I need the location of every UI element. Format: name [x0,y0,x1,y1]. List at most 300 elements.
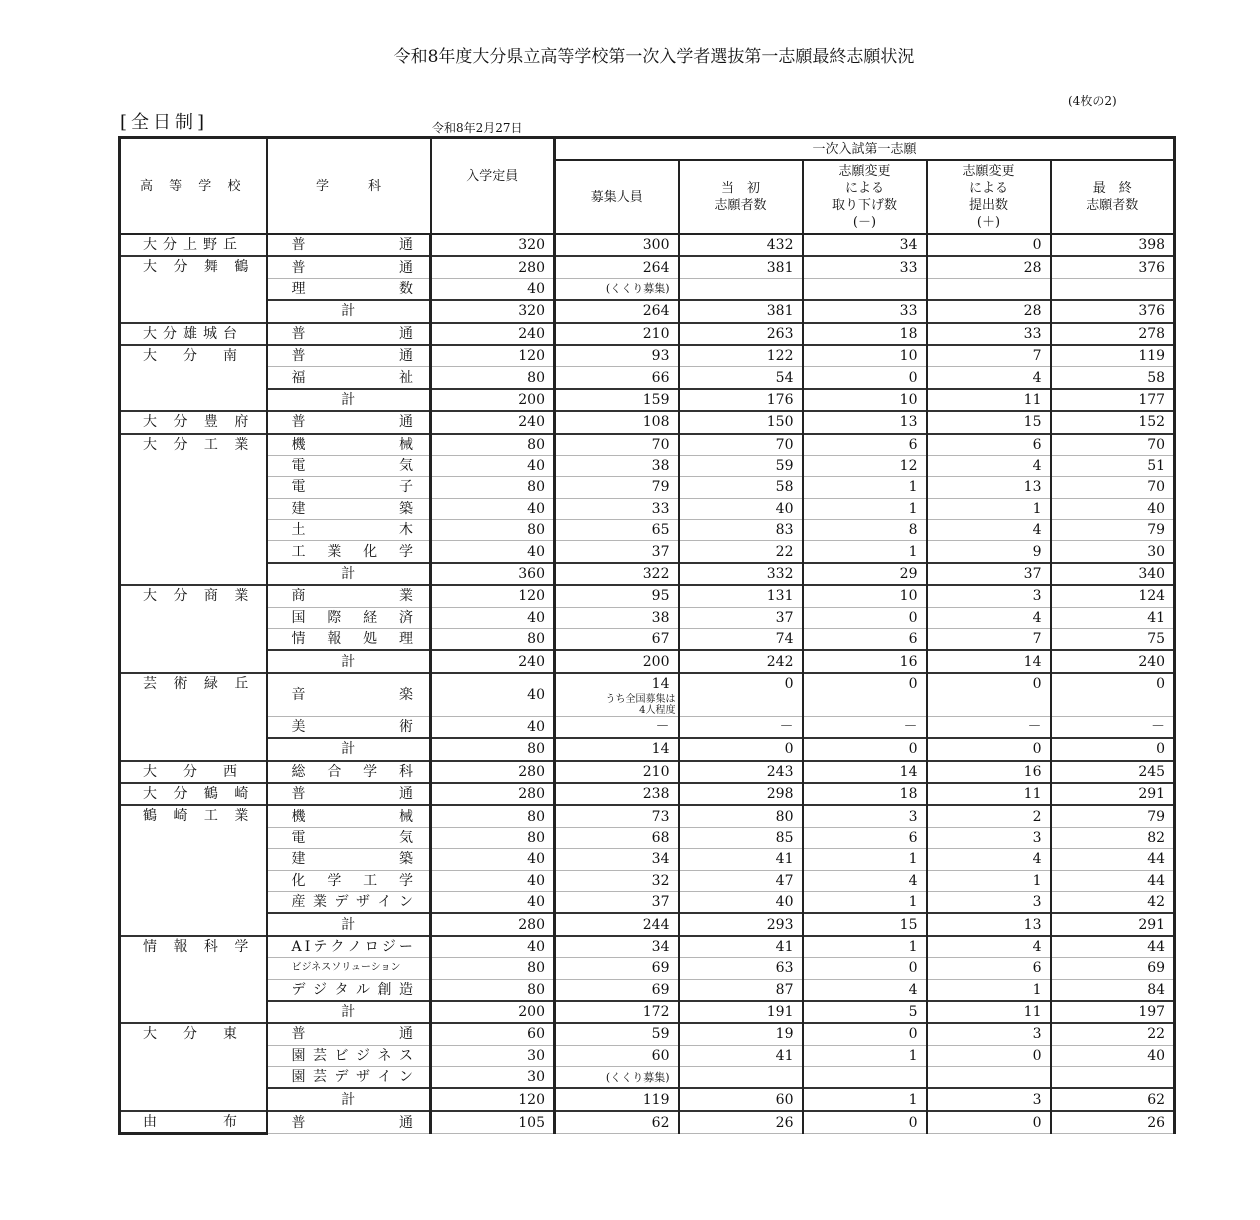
department-name [267,827,431,848]
cell-final: 82 [1051,827,1175,848]
school-name: 由 布 [120,1111,267,1134]
department-name [267,278,431,300]
cell-final: 0 [1051,673,1175,717]
cell-capacity: 40 [431,870,555,891]
document-title: 令和8年度大分県立高等学校第一次入学者選抜第一志願最終志願状況 [393,47,915,67]
cell-withdraw: 1 [803,498,927,519]
total-withdraw: 5 [803,1001,927,1023]
cell-capacity: 80 [431,367,555,389]
department-char: 普 [291,786,306,803]
department-char: 化 [291,872,306,889]
department-char: 通 [399,325,413,342]
table-row [120,1023,1175,1045]
department-char: 学 [363,763,378,780]
cell-withdraw: 13 [803,411,927,433]
cell-withdraw: 6 [803,827,927,848]
cell-withdraw: 14 [803,761,927,783]
department-name [267,1045,431,1066]
cell-recruit: 79 [555,477,679,498]
department-char: 合 [327,763,342,780]
table-row [120,541,1175,563]
department-char: 通 [399,259,413,276]
department-char: デ [334,894,349,911]
total-final: 197 [1051,1001,1175,1023]
table-row [120,936,1175,958]
cell-final: 30 [1051,541,1175,563]
cell-final: 75 [1051,629,1175,651]
department-char: ビ [334,1047,349,1064]
cell-recruit: 67 [555,629,679,651]
cell-withdraw: 4 [803,870,927,891]
cell-capacity: 80 [431,520,555,541]
department-name [267,936,431,958]
total-capacity: 200 [431,1001,555,1023]
cell-capacity: 80 [431,805,555,827]
total-capacity: 280 [431,913,555,935]
cell-submit: 4 [927,849,1051,870]
department-char: 械 [399,808,413,825]
department-name [267,629,431,651]
cell-submit: 13 [927,477,1051,498]
table-row [120,323,1175,345]
cell-submit: 33 [927,323,1051,345]
total-withdraw: 33 [803,300,927,322]
department-char: ン [399,1069,413,1086]
department-char: 普 [291,259,306,276]
cell-initial: 41 [679,849,803,870]
cell-withdraw: 8 [803,520,927,541]
cell-final: 245 [1051,761,1175,783]
cell-capacity: 280 [431,256,555,278]
cell-capacity: 40 [431,891,555,913]
total-withdraw: 10 [803,389,927,411]
department-char: 科 [398,763,413,780]
department-char: 通 [399,1114,413,1131]
department-char: 創 [377,981,392,998]
cell-final: 119 [1051,345,1175,367]
cell-recruit: 38 [555,607,679,628]
total-recruit: 119 [555,1088,679,1110]
cell-submit [927,1067,1051,1089]
cell-withdraw: 4 [803,979,927,1001]
cell-initial: 432 [679,234,803,256]
cell-initial: 263 [679,323,803,345]
cell-submit: 4 [927,607,1051,628]
cell-initial: 131 [679,585,803,607]
total-label: 計 [267,1088,431,1110]
cell-submit: 15 [927,411,1051,433]
school-name: 大 分 舞 鶴 [120,256,267,322]
cell-withdraw: 33 [803,256,927,278]
table-row [120,434,1175,456]
cell-capacity: 240 [431,323,555,345]
department-char: 術 [399,719,413,735]
school-name: 大 分 商 業 [120,585,267,673]
cell-recruit [555,673,679,717]
table-row [120,891,1175,913]
table-row [120,607,1175,628]
total-final: 291 [1051,913,1175,935]
cell-submit: 6 [927,958,1051,979]
department-name [267,345,431,367]
department-char: ー [398,938,413,955]
cell-final: 278 [1051,323,1175,345]
total-label: 計 [267,650,431,672]
department-char: 普 [291,1026,306,1043]
department-char: 電 [291,829,306,846]
cell-capacity: 40 [431,849,555,870]
department-name [267,234,431,256]
cell-final: 40 [1051,1045,1175,1066]
department-char: 芸 [313,1069,327,1086]
department-char: ノ [347,938,362,955]
department-char: デ [334,1069,349,1086]
department-char: 通 [399,237,413,254]
cell-final: 26 [1051,1111,1175,1134]
cell-withdraw: 18 [803,783,927,805]
department-name [267,411,431,433]
cell-initial [679,278,803,300]
header-first-choice-group: 一次入試第一志願 [555,138,1175,161]
cell-capacity: 40 [431,278,555,300]
cell-submit: 0 [927,1045,1051,1066]
table-row [120,805,1175,827]
cell-submit: 7 [927,345,1051,367]
table-row-total [120,650,1175,672]
cell-final: 376 [1051,256,1175,278]
department-name [267,607,431,628]
department-char: 情 [291,631,306,648]
department-char: 電 [291,479,306,496]
cell-recruit: 66 [555,367,679,389]
page-indicator: (4枚の2) [1068,94,1117,108]
cell-submit: 3 [927,1023,1051,1045]
table-row [120,411,1175,433]
department-char: 園 [291,1069,306,1086]
cell-final: 58 [1051,367,1175,389]
department-name [267,783,431,805]
department-char: イ [377,894,392,911]
department-char: 械 [399,436,413,453]
cell-initial: 85 [679,827,803,848]
cell-final: 40 [1051,498,1175,519]
department-char: イ [377,1069,392,1086]
total-initial: 332 [679,563,803,585]
department-char: 工 [291,543,306,560]
total-withdraw: 29 [803,563,927,585]
header-withdraw-line2: による [844,181,884,196]
cell-recruit [555,278,679,300]
department-char: 土 [291,522,306,539]
applicant-status-table [118,136,1176,1135]
cell-withdraw [803,278,927,300]
cell-final: － [1051,716,1175,738]
recruit-value: 14 [651,675,670,692]
cell-recruit: 300 [555,234,679,256]
header-submit-line4: (＋) [976,215,1001,230]
cell-capacity: 30 [431,1067,555,1089]
table-row [120,849,1175,870]
cell-initial: 243 [679,761,803,783]
table-row-total [120,389,1175,411]
total-submit: 3 [927,1088,1051,1110]
table-row-total [120,913,1175,935]
table-row [120,1111,1175,1134]
department-char: 報 [327,631,342,648]
table-row [120,716,1175,738]
cell-capacity: 40 [431,936,555,958]
cell-capacity: 120 [431,585,555,607]
department-char: 通 [399,348,413,365]
department-name [267,673,431,717]
cell-withdraw: 0 [803,958,927,979]
cell-recruit: 69 [555,958,679,979]
header-department: 学 科 [267,138,431,235]
cell-recruit [555,1067,679,1089]
cell-recruit: 32 [555,870,679,891]
department-name [267,541,431,563]
report-date: 令和8年2月27日 [432,121,523,135]
cell-capacity: 40 [431,716,555,738]
cell-initial: 40 [679,498,803,519]
department-char: テ [313,938,328,955]
table-row-total [120,300,1175,322]
cell-withdraw: 6 [803,434,927,456]
header-withdraw-line3: 取り下げ数 [831,198,897,213]
cell-recruit: 59 [555,1023,679,1045]
department-char: 子 [399,479,413,496]
total-label: 計 [267,1001,431,1023]
department-name [267,761,431,783]
cell-initial [679,1067,803,1089]
cell-initial: 80 [679,805,803,827]
cell-submit: 7 [927,629,1051,651]
total-submit: 0 [927,738,1051,760]
department-char: 普 [291,348,306,365]
header-capacity: 入学定員 [431,138,555,235]
cell-final: 44 [1051,936,1175,958]
department-char: 普 [291,414,306,431]
table-row [120,278,1175,300]
department-char: 学 [327,872,342,889]
header-submissions [927,160,1051,234]
department-char: 機 [291,808,306,825]
cell-capacity: 80 [431,477,555,498]
department-name [267,870,431,891]
cell-initial: 63 [679,958,803,979]
total-recruit: 322 [555,563,679,585]
bundled-recruit-note: (くくり募集) [605,282,670,296]
cell-capacity: 80 [431,827,555,848]
cell-submit: 16 [927,761,1051,783]
cell-capacity: 280 [431,783,555,805]
department-name [267,367,431,389]
cell-withdraw: 12 [803,455,927,476]
school-name: 大分上野丘 [120,234,267,256]
cell-withdraw: 0 [803,367,927,389]
cell-initial: 87 [679,979,803,1001]
department-char: 経 [363,609,378,626]
cell-withdraw: 1 [803,1045,927,1066]
department-char: 業 [313,894,327,911]
cell-final: 79 [1051,805,1175,827]
department-char: 際 [327,609,342,626]
table-row [120,1067,1175,1089]
cell-withdraw: 0 [803,1023,927,1045]
department-name [267,1023,431,1045]
cell-final: 291 [1051,783,1175,805]
cell-withdraw: 6 [803,629,927,651]
cell-recruit: 108 [555,411,679,433]
department-char: 造 [399,981,413,998]
total-capacity: 240 [431,650,555,672]
department-char: 美 [291,719,306,735]
total-label: 計 [267,389,431,411]
department-name [267,477,431,498]
cell-submit: 3 [927,827,1051,848]
department-char: 通 [399,414,413,431]
header-school: 高 等 学 校 [120,138,267,235]
cell-final: 398 [1051,234,1175,256]
national-recruit-note-line1: うち全国募集は [605,693,676,705]
header-submit-line1: 志願変更 [962,164,1015,179]
table-row [120,827,1175,848]
total-label: 計 [267,913,431,935]
department-name [267,323,431,345]
cell-withdraw: 1 [803,541,927,563]
total-capacity: 200 [431,389,555,411]
department-name [267,1111,431,1134]
cell-recruit: 95 [555,585,679,607]
cell-initial: 83 [679,520,803,541]
table-row [120,234,1175,256]
total-final: 240 [1051,650,1175,672]
cell-submit: － [927,716,1051,738]
header-final-line1: 最 終 [1092,181,1132,196]
department-char: ク [330,938,345,955]
cell-final: 124 [1051,585,1175,607]
department-char: ジ [313,981,327,998]
table-row [120,870,1175,891]
cell-capacity: 80 [431,434,555,456]
cell-submit: 4 [927,367,1051,389]
school-name: 大 分 工 業 [120,434,267,586]
department-char: 音 [291,686,306,703]
table-row [120,783,1175,805]
cell-submit: 4 [927,455,1051,476]
cell-capacity: 80 [431,958,555,979]
department-char: ジ [381,938,396,955]
total-submit: 37 [927,563,1051,585]
table-row [120,629,1175,651]
school-name: 大 分 南 [120,345,267,411]
cell-submit [927,278,1051,300]
cell-recruit: － [555,716,679,738]
header-final-line2: 志願者数 [1086,198,1139,213]
total-final: 62 [1051,1088,1175,1110]
header-initial-line1: 当 初 [720,181,760,196]
cell-final: 70 [1051,434,1175,456]
table-row [120,761,1175,783]
cell-recruit: 60 [555,1045,679,1066]
cell-withdraw: 10 [803,585,927,607]
cell-final: 22 [1051,1023,1175,1045]
department-char: 普 [291,237,306,254]
department-char: ロ [364,938,379,955]
total-submit: 11 [927,1001,1051,1023]
department-char: 国 [291,609,306,626]
table-row-total [120,1001,1175,1023]
department-char: 学 [398,872,413,889]
cell-initial: 74 [679,629,803,651]
cell-initial: 37 [679,607,803,628]
bundled-recruit-note: (くくり募集) [605,1070,670,1084]
total-initial: 191 [679,1001,803,1023]
cell-withdraw: － [803,716,927,738]
header-recruit: 募集人員 [555,160,679,234]
department-name [267,434,431,456]
cell-final: 79 [1051,520,1175,541]
cell-final [1051,278,1175,300]
table-row [120,585,1175,607]
department-char: 木 [399,522,413,539]
cell-submit: 1 [927,979,1051,1001]
department-name [267,891,431,913]
cell-capacity: 40 [431,455,555,476]
department-char: 福 [291,369,306,386]
department-char: 理 [291,280,306,297]
cell-recruit: 73 [555,805,679,827]
cell-recruit: 93 [555,345,679,367]
cell-submit: 11 [927,783,1051,805]
department-char: 学 [398,543,413,560]
header-withdrawals [803,160,927,234]
cell-recruit: 65 [555,520,679,541]
cell-withdraw: 3 [803,805,927,827]
cell-initial: 41 [679,936,803,958]
cell-capacity: 280 [431,761,555,783]
cell-recruit: 238 [555,783,679,805]
department-char: 築 [399,500,413,517]
cell-submit: 3 [927,891,1051,913]
department-char: 楽 [399,686,413,703]
cell-withdraw: 1 [803,849,927,870]
cell-initial: 298 [679,783,803,805]
cell-initial: 26 [679,1111,803,1134]
cell-recruit: 210 [555,761,679,783]
cell-recruit: 34 [555,936,679,958]
cell-final: 70 [1051,477,1175,498]
cell-initial: 381 [679,256,803,278]
department-char: 済 [398,609,413,626]
header-withdraw-line1: 志願変更 [838,164,891,179]
cell-recruit: 33 [555,498,679,519]
department-char: 工 [363,872,378,889]
cell-final: 84 [1051,979,1175,1001]
department-char: 建 [291,500,306,517]
table-row [120,345,1175,367]
department-char: I [304,938,311,955]
department-char: タ [334,981,349,998]
cell-capacity: 240 [431,411,555,433]
national-recruit-note-line2: 4人程度 [639,704,676,716]
department-char: 理 [398,631,413,648]
department-char: 業 [399,588,413,605]
school-name: 大 分 鶴 崎 [120,783,267,805]
cell-initial: 70 [679,434,803,456]
table-row-total [120,563,1175,585]
school-name: 情 報 科 学 [120,936,267,1024]
